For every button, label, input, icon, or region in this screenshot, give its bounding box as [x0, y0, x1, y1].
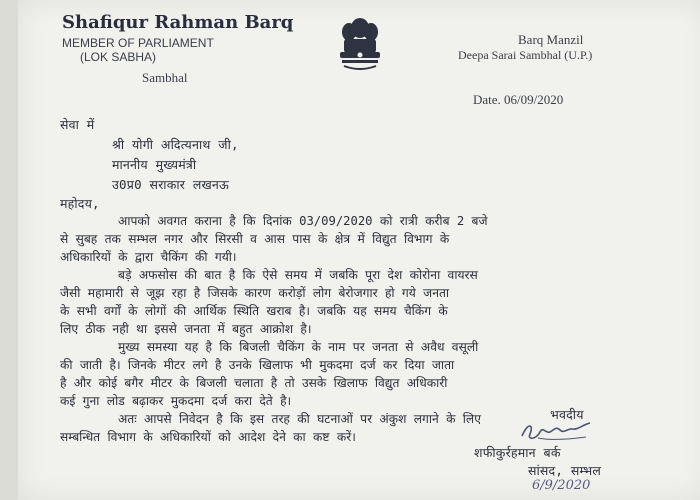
body-line: है और कोई बगैर मीटर के बिजली चलाता है तो उसके खिलाफ विद्युत अधिकारी — [60, 376, 448, 390]
signatory-title: सांसद, सम्भल — [528, 463, 602, 478]
address-line-2: Deepa Sarai Sambhal (U.P.) — [458, 48, 593, 62]
closing: भवदीय — [550, 407, 584, 422]
recipient-office: उ0प्र0 सराकार लखनऊ — [112, 177, 230, 192]
recipient-name: श्री योगी अदित्यनाथ जी, — [112, 137, 239, 152]
body-line: की जाती है। जिनके मीटर लगे है उनके खिलाफ भी मुकदमा दर्ज कर दिया जाता — [60, 358, 455, 372]
body-line: बड़े अफसोस की बात है कि ऐसे समय में जबकि पूरा देश कोरोना वायरस — [118, 268, 478, 282]
body-line: जैसी महामारी से जूझ रहा है जिसके कारण करोड़ों लोग बेरोजगार हो गये जनता — [60, 286, 450, 300]
body-line: सम्बन्धित विभाग के अधिकारियों को आदेश देने का कष्ट करें। — [60, 430, 356, 444]
body-line: अधिकारियों के द्वारा चैकिंग की गयी। — [60, 250, 237, 264]
greeting: महोदय, — [60, 196, 100, 211]
ashoka-emblem-icon — [330, 14, 390, 76]
mp-name: Shafiqur Rahman Barq — [62, 12, 294, 33]
address-line-1: Barq Manzil — [518, 32, 584, 47]
mp-designation: MEMBER OF PARLIAMENT — [62, 36, 214, 50]
body-line: के सभी वर्गों के लोगों की आर्थिक स्थिति खराब है। जबकि यह समय चैकिंग के — [60, 304, 448, 318]
mp-house: (LOK SABHA) — [80, 50, 157, 64]
body-line: मुख्य समस्या यह है कि बिजली चैकिंग के नाम पर जनता से अवैध वसूली — [118, 340, 479, 354]
letter-page — [18, 0, 700, 500]
handwritten-date: 6/9/2020 — [532, 478, 591, 493]
signatory-name: शफीकुर्रहमान बर्क — [474, 445, 561, 460]
signature-icon — [518, 420, 608, 442]
body-line: लिए ठीक नही था इससे जनता में बहुत आक्रोश है। — [60, 322, 312, 336]
body-line: कई गुना लोड बढ़ाकर मुकदमा दर्ज करा देते है। — [60, 394, 292, 408]
letter-date: Date. 06/09/2020 — [473, 92, 564, 107]
body-line: से सुबह तक सम्भल नगर और सिरसी व आस पास के क्षेत्र में विद्युत विभाग के — [60, 232, 450, 246]
recipient-title: माननीय मुख्यमंत्री — [112, 157, 197, 172]
salutation: सेवा में — [60, 117, 95, 132]
body-line: आपको अवगत कराना है कि दिनांक 03/09/2020 को रात्री करीब 2 बजे — [118, 214, 488, 228]
mp-city: Sambhal — [142, 70, 188, 85]
body-line: अतः आपसे निवेदन है कि इस तरह की घटनाओं पर अंकुश लगाने के लिए — [118, 412, 481, 426]
